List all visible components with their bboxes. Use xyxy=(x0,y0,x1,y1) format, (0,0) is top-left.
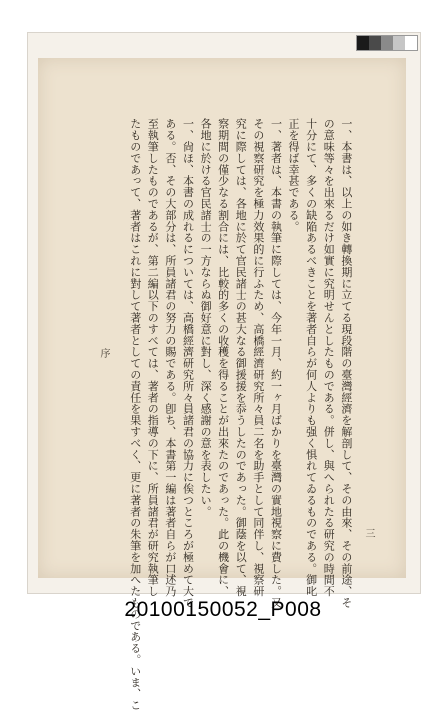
paragraph-3: 一、尙ほ、本書の成れるについては、高橋經濟研究所々員諸君の協力に俟つところが極めて大で ある。否、その大部分は、所員諸君の努力の賜である。卽ち、本書第一編は著者自らが口述乃 至執筆したものであるが、第二編以下のすべては、著者の指導の下に、所員諸君が研究執筆し たものであって、著者はこれに對して著者としての責任を果すべく、更に著者の朱筆を加へたものである。いま、こ xyxy=(128,118,195,711)
color-swatch xyxy=(393,36,405,50)
paragraph-2: 一、著者は、本書の執筆に際しては、今年一月、約一ヶ月ばかりを臺灣の實地視察に費した。又 その視察研究を極力效果的に行ふため、高橋經濟研究所々員二名を助手として同伴し、視察研 究に際しては、各地に於て官民諸士の甚大なる御援援を忝うしたのであった。御蔭を以て、視 察期間の僅少なる割合には、比較的多くの收穫を得ることが出來たのであった。此の機會に、 各地に於ける官民諸士の一方ならぬ御好意に對し、深く感謝の意を表したい。 xyxy=(199,118,283,609)
page-number: 三 xyxy=(363,528,374,538)
color-calibration-card xyxy=(356,35,418,51)
paragraph-1: 一、本書は、以上の如き轉換期に立てる現段階の臺灣經濟を解剖して、その由來、その前途、そ の意味等々を出來るだけ如實に究明せんとしたものである。併し、與へられたる研究の時間不 十分にて、多くの缺陥あるべきことを著者自らが何人よりも强く惧れてゐるものである。御叱 正を得ば幸甚である。 xyxy=(287,118,353,609)
section-label: 序 xyxy=(98,348,109,358)
color-swatch xyxy=(369,36,381,50)
color-swatch xyxy=(381,36,393,50)
color-swatch xyxy=(357,36,369,50)
image-caption: 20100150052_P008 xyxy=(124,598,322,621)
color-swatch xyxy=(405,36,417,50)
